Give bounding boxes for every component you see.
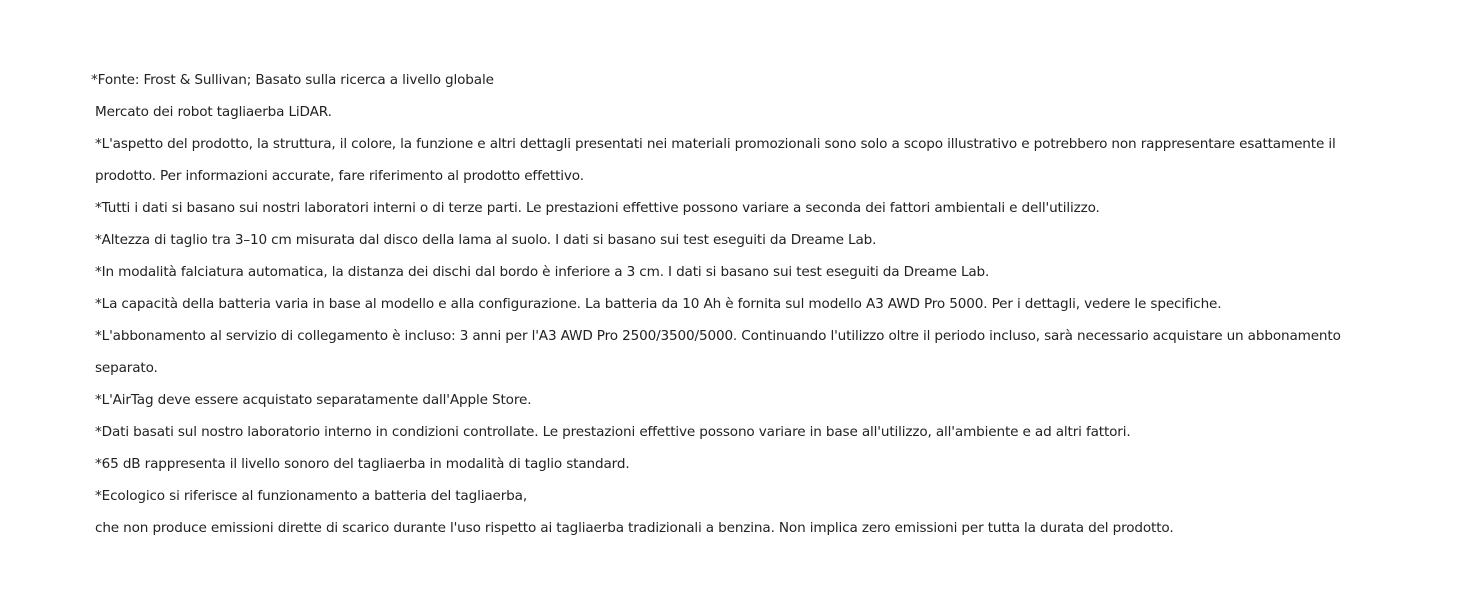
- disclaimer-line-source: *Fonte: Frost & Sullivan; Basato sulla ricerca a livello globale: [91, 72, 494, 88]
- disclaimer-line-appearance: *L'aspetto del prodotto, la struttura, il colore, la funzione e altri dettagli presentati nei materiali promozionali sono solo a scopo illustrativo e potrebbero non rappresentare esattamente il prodotto. Per informazioni accurate, fare riferimento al prodotto effettivo.: [95, 136, 1336, 184]
- disclaimer-line-subscription: *L'abbonamento al servizio di collegamento è incluso: 3 anni per l'A3 AWD Pro 2500/3500/5000. Continuando l'utilizzo oltre il periodo incluso, sarà necessario acquistare un abbonamento separato.: [95, 328, 1341, 376]
- disclaimer-line-controlled-tests: *Dati basati sul nostro laboratorio interno in condizioni controllate. Le prestazioni effettive possono variare in base all'utilizzo, all'ambiente e ad altri fattori.: [95, 424, 1131, 440]
- disclaimer-line-eco: *Ecologico si riferisce al funzionamento a batteria del tagliaerba,: [95, 488, 527, 504]
- disclaimer-line-battery: *La capacità della batteria varia in base al modello e alla configurazione. La batteria da 10 Ah è fornita sul modello A3 AWD Pro 5000. Per i dettagli, vedere le specifiche.: [95, 296, 1222, 312]
- disclaimer-line-airtag: *L'AirTag deve essere acquistato separatamente dall'Apple Store.: [95, 392, 532, 408]
- disclaimer-line-market: Mercato dei robot tagliaerba LiDAR.: [95, 104, 332, 120]
- disclaimer-line-edge-distance: *In modalità falciatura automatica, la distanza dei dischi dal bordo è inferiore a 3 cm. I dati si basano sui test eseguiti da Dreame Lab.: [95, 264, 990, 280]
- disclaimer-text-block: [91, 64, 1376, 544]
- disclaimer-line-emissions: che non produce emissioni dirette di scarico durante l'uso rispetto ai tagliaerba tradizionali a benzina. Non implica zero emissioni per tutta la durata del prodotto.: [95, 520, 1174, 536]
- disclaimer-line-noise-level: *65 dB rappresenta il livello sonoro del tagliaerba in modalità di taglio standard.: [95, 456, 630, 472]
- disclaimer-line-cutting-height: *Altezza di taglio tra 3–10 cm misurata dal disco della lama al suolo. I dati si basano sui test eseguiti da Dreame Lab.: [95, 232, 877, 248]
- disclaimer-line-lab-data: *Tutti i dati si basano sui nostri laboratori interni o di terze parti. Le prestazioni effettive possono variare a seconda dei fattori ambientali e dell'utilizzo.: [95, 200, 1100, 216]
